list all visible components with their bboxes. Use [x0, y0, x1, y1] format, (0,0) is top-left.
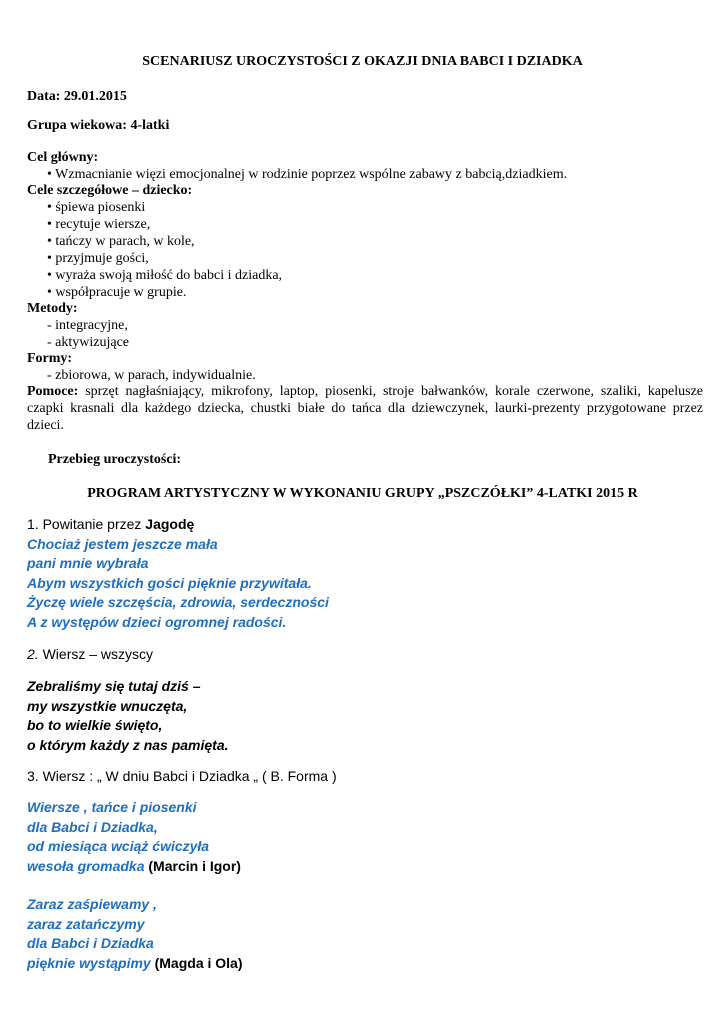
date-line: Data: 29.01.2015: [27, 89, 127, 104]
main-goal-heading: Cel główny:: [27, 150, 99, 165]
forms-heading: Formy:: [27, 351, 73, 366]
aids-text: sprzęt nagłaśniający, mikrofony, laptop, piosenki, stroje bałwanków, korale czerwone, szaliki, kapelusze czapki krasnali dla każdego dziecka, chustki białe do tańca dla dziewczynek, laurki-prezenty przygotowane przez dzieci.: [27, 384, 703, 433]
item-2-number: 2.: [27, 646, 39, 662]
verse-line: A z występów dzieci ogromnej radości.: [27, 614, 287, 630]
method-item: - aktywizujące: [47, 335, 130, 350]
verse-line: dla Babci i Dziadka: [27, 935, 154, 951]
verse-line: pani mnie wybrała: [27, 555, 149, 571]
performers: (Marcin i Igor): [144, 858, 241, 874]
course-heading: Przebieg uroczystości:: [48, 452, 182, 467]
program-title: PROGRAM ARTYSTYCZNY W WYKONANIU GRUPY „PSZCZÓŁKI” 4-LATKI 2015 R: [87, 486, 638, 501]
document-title: SCENARIUSZ UROCZYSTOŚCI Z OKAZJI DNIA BABCI I DZIADKA: [142, 54, 583, 69]
item-1-heading: [27, 515, 194, 535]
specific-goal-item: • wyraża swoją miłość do babci i dziadka,: [47, 268, 283, 283]
verse-line: Życzę wiele szczęścia, zdrowia, serdeczności: [27, 594, 329, 610]
item-1-prefix: 1. Powitanie przez: [27, 516, 146, 532]
specific-goals-heading: Cele szczegółowe – dziecko:: [27, 183, 193, 198]
specific-goal-item: • recytuje wiersze,: [47, 217, 151, 232]
aids-paragraph: [27, 384, 703, 434]
verse-line: Chociaż jestem jeszcze mała: [27, 536, 218, 552]
methods-heading: Metody:: [27, 301, 78, 316]
specific-goal-item: • współpracuje w grupie.: [47, 285, 187, 300]
verse-line: dla Babci i Dziadka,: [27, 819, 158, 835]
verse-line: o którym każdy z nas pamięta.: [27, 737, 229, 753]
verse-line: my wszystkie wnuczęta,: [27, 698, 188, 714]
verse-line: Abym wszystkich gości pięknie przywitała.: [27, 575, 312, 591]
verse-line: Wiersze , tańce i piosenki: [27, 799, 197, 815]
verse-text: wesoła gromadka: [27, 858, 145, 874]
verse-line: Zebraliśmy się tutaj dziś –: [27, 678, 201, 694]
verse-line: zaraz zatańczymy: [27, 916, 145, 932]
verse-line: bo to wielkie święto,: [27, 717, 163, 733]
verse-line: Zaraz zaśpiewamy ,: [27, 896, 157, 912]
form-item: - zbiorowa, w parach, indywidualnie.: [47, 368, 256, 383]
verse-line: [27, 857, 241, 877]
specific-goal-item: • śpiewa piosenki: [47, 200, 146, 215]
item-2-label: Wiersz – wszyscy: [38, 646, 154, 662]
performers: (Magda i Ola): [150, 955, 243, 971]
specific-goal-item: • tańczy w parach, w kole,: [47, 234, 195, 249]
verse-text: pięknie wystąpimy: [27, 955, 151, 971]
item-3-heading: 3. Wiersz : „ W dniu Babci i Dziadka „ ( B. Forma ): [27, 768, 337, 784]
aids-label: Pomoce:: [27, 384, 79, 399]
verse-line: od miesiąca wciąż ćwiczyła: [27, 838, 210, 854]
age-group-line: Grupa wiekowa: 4-latki: [27, 118, 170, 133]
specific-goal-item: • przyjmuje gości,: [47, 251, 149, 266]
method-item: - integracyjne,: [47, 318, 128, 333]
verse-line: [27, 954, 243, 974]
item-2-heading: [27, 645, 153, 665]
item-1-name: Jagodę: [145, 516, 195, 532]
main-goal-item: • Wzmacnianie więzi emocjonalnej w rodzinie poprzez wspólne zabawy z babcią,dziadkiem.: [47, 167, 568, 182]
